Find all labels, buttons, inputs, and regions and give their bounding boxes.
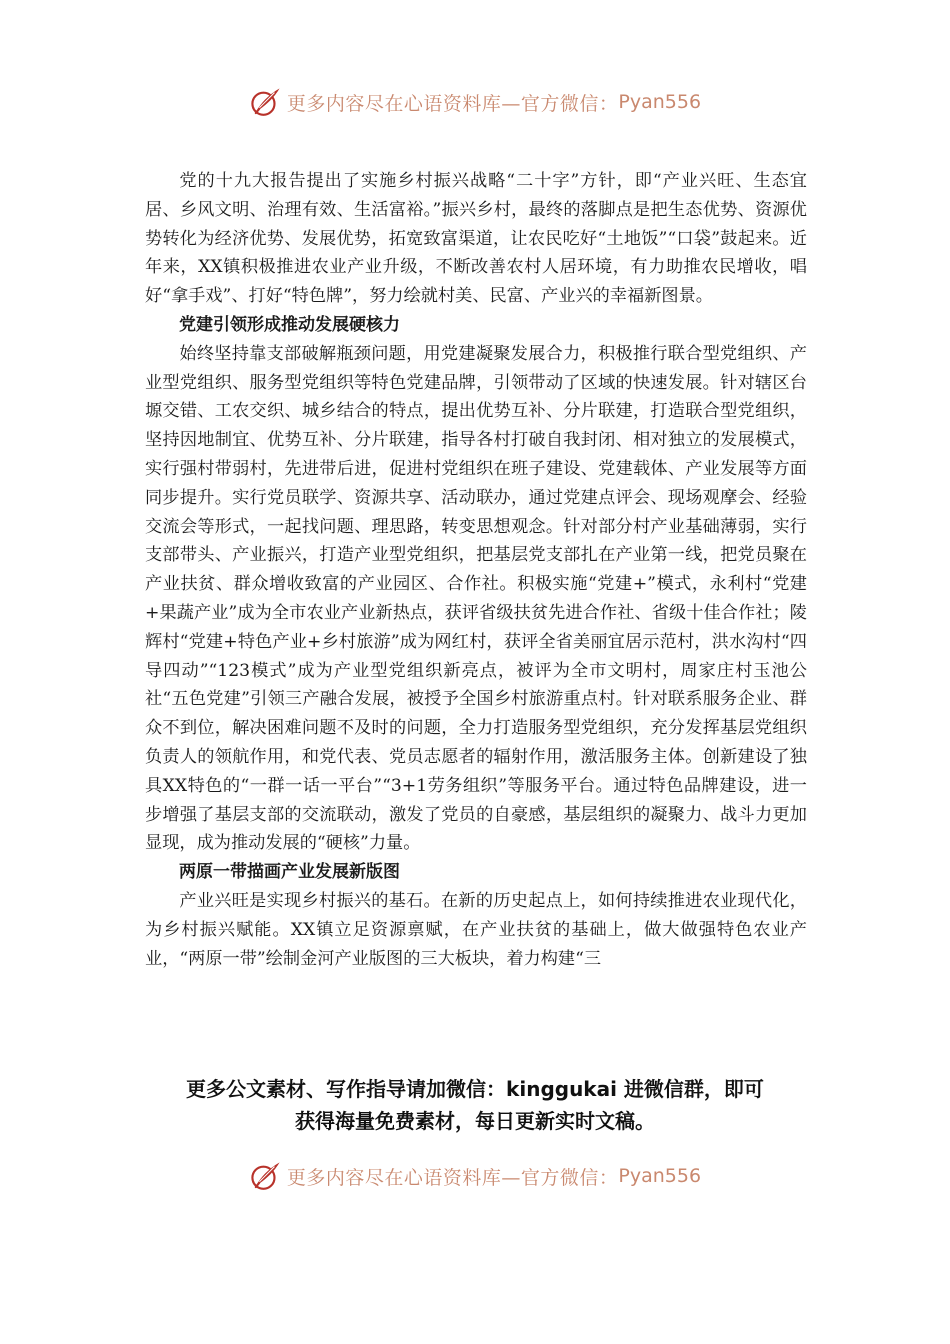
- document-body: [145, 167, 807, 973]
- banner-account: Pyan556: [618, 1165, 702, 1187]
- promo-notice: [100, 1073, 850, 1137]
- quill-pen-logo-icon: [249, 1159, 283, 1193]
- intro-paragraph: 党的十九大报告提出了实施乡村振兴战略“二十字”方针，即“产业兴旺、生态宜居、乡风文明、治理有效、生活富裕。”振兴乡村，最终的落脚点是把生态优势、资源优势转化为经济优势、发展优势，拓宽致富渠道，让农民吃好“土地饭”“口袋”鼓起来。近年来，XX镇积极推进农业产业升级，不断改善农村人居环境，有力助推农民增收，唱好“拿手戏”、打好“特色牌”，努力绘就村美、民富、产业兴的幸福新图景。: [145, 171, 807, 307]
- banner-title: 更多内容尽在心语资料库—官方微信：: [286, 92, 619, 115]
- promo-line-1: 更多公文素材、写作指导请加微信：kinggukai 进微信群，即可: [186, 1077, 764, 1101]
- footer-banner: [0, 1156, 950, 1196]
- banner-title: 更多内容尽在心语资料库—官方微信：: [286, 1166, 619, 1189]
- section-heading-party-building: 党建引领形成推动发展硬核力: [179, 314, 400, 335]
- section-heading-industry-map: 两原一带描画产业发展新版图: [179, 862, 400, 883]
- banner-account: Pyan556: [618, 91, 702, 113]
- header-banner: [0, 82, 950, 122]
- section-paragraph-industry-map: 产业兴旺是实现乡村振兴的基石。在新的历史起点上，如何持续推进农业现代化，为乡村振兴赋能。XX镇立足资源禀赋，在产业扶贫的基础上，做大做强特色农业产业，“两原一带”绘制金河产业版图的三大板块，着力构建“三: [145, 890, 807, 969]
- section-paragraph-party-building: 始终坚持靠支部破解瓶颈问题，用党建凝聚发展合力，积极推行联合型党组织、产业型党组织、服务型党组织等特色党建品牌，引领带动了区域的快速发展。针对辖区台塬交错、工农交织、城乡结合的特点，提出优势互补、分片联建，打造联合型党组织，坚持因地制宜、优势互补、分片联建，指导各村打破自我封闭、相对独立的发展模式，实行强村带弱村，先进带后进，促进村党组织在班子建设、党建载体、产业发展等方面同步提升。实行党员联学、资源共享、活动联办，通过党建点评会、现场观摩会、经验交流会等形式，一起找问题、理思路，转变思想观念。针对部分村产业基础薄弱，实行支部带头、产业振兴，打造产业型党组织，把基层党支部扎在产业第一线，把党员聚在产业扶贫、群众增收致富的产业园区、合作社。积极实施“党建+”模式，永利村“党建+果蔬产业”成为全市农业产业新热点，获评省级扶贫先进合作社、省级十佳合作社；陵辉村“党建+特色产业+乡村旅游”成为网红村，获评全省美丽宜居示范村，洪水沟村“四导四动”“123模式”成为产业型党组织新亮点，被评为全市文明村，周家庄村玉池公社“五色党建”引领三产融合发展，被授予全国乡村旅游重点村。针对联系服务企业、群众不到位，解决困难问题不及时的问题，全力打造服务型党组织，充分发挥基层党组织负责人的领航作用，和党代表、党员志愿者的辐射作用，激活服务主体。创新建设了独具XX特色的“一群一话一平台”“3+1劳务组织”等服务平台。通过特色品牌建设，进一步增强了基层支部的交流联动，激发了党员的自豪感，基层组织的凝聚力、战斗力更加显现，成为推动发展的“硬核”力量。: [145, 343, 807, 854]
- quill-pen-logo-icon: [249, 85, 283, 119]
- promo-line-2: 获得海量免费素材，每日更新实时文稿。: [295, 1109, 655, 1133]
